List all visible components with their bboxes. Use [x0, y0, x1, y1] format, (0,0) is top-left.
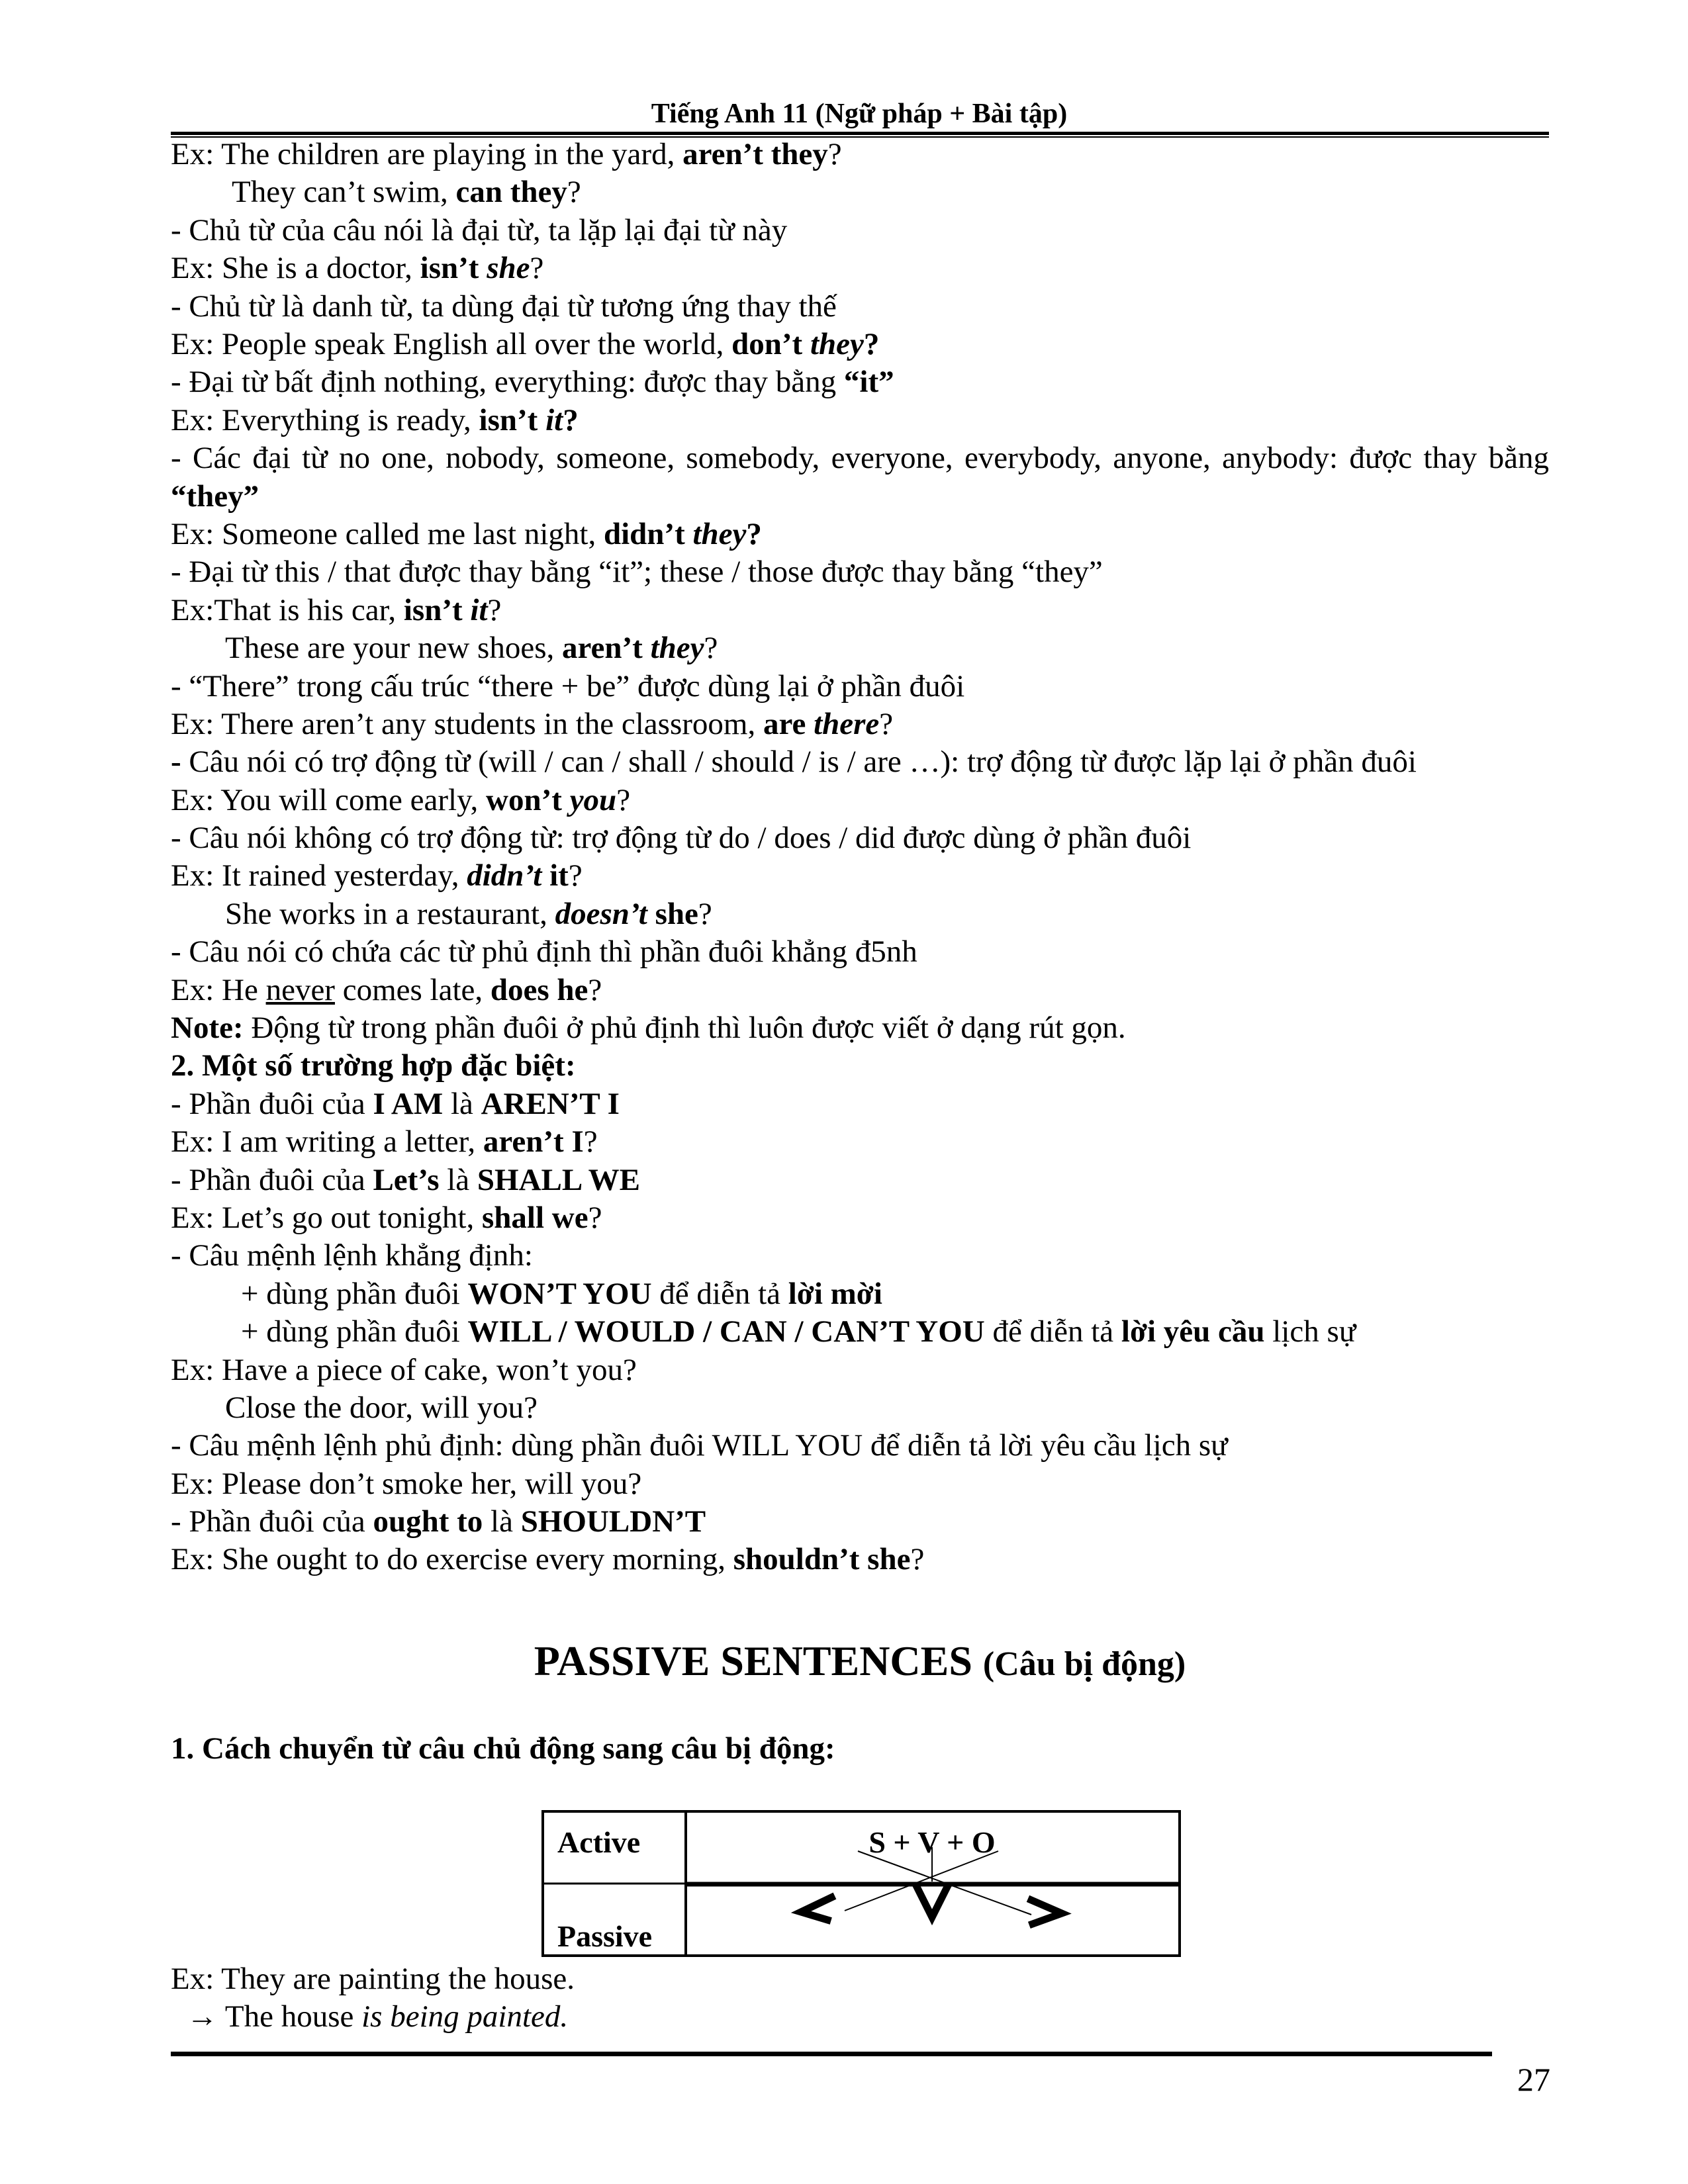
text-segment: + dùng phần đuôi	[241, 1314, 468, 1349]
text-segment	[541, 858, 549, 893]
text-line	[171, 363, 1549, 401]
text-segment: They can’t swim,	[232, 175, 456, 210]
text-segment: can they	[455, 175, 567, 210]
text-line	[171, 402, 1549, 439]
text-segment: ?	[567, 175, 581, 210]
text-segment: + dùng phần đuôi	[241, 1276, 468, 1311]
text-line	[171, 782, 1549, 819]
text-segment: isn’t	[403, 592, 471, 627]
text-segment: → The house	[187, 1999, 362, 2034]
text-segment: để diễn tả	[984, 1314, 1121, 1349]
text-line	[171, 1161, 1549, 1199]
active-label: Active	[557, 1825, 641, 1859]
text-segment: “they”	[171, 478, 259, 514]
text-segment: Câu nói có trợ động từ (will / can / shall / should / is / are …): trợ động từ được lặp lại ở phần đuôi	[189, 745, 1417, 780]
text-line	[171, 895, 1549, 933]
text-segment: 2. Một số trường hợp đặc biệt:	[171, 1048, 576, 1083]
active-passive-table	[541, 1810, 1181, 1957]
text-line	[171, 1047, 1549, 1085]
text-segment: don’t	[731, 326, 810, 361]
text-segment: they	[650, 631, 704, 666]
text-segment: These are your new shoes,	[225, 631, 562, 666]
text-segment: it	[470, 592, 488, 627]
text-segment: là	[439, 1162, 477, 1197]
text-segment: Ex: He	[171, 972, 266, 1007]
text-line	[171, 1199, 1549, 1237]
text-segment: ?	[616, 782, 631, 817]
text-segment: - “There” trong cấu trúc “there + be” được dùng lại ở phần đuôi	[171, 668, 965, 704]
text-segment: lời mời	[788, 1276, 882, 1311]
text-line	[171, 819, 1549, 857]
text-segment: she	[655, 896, 698, 931]
text-segment: để diễn tả	[651, 1276, 788, 1311]
text-segment: you	[569, 782, 617, 817]
text-line	[171, 705, 1549, 743]
text-line	[171, 212, 1549, 250]
text-line	[171, 1351, 1549, 1389]
text-segment: AREN’T I	[481, 1086, 620, 1121]
text-line	[171, 1427, 1549, 1465]
text-segment: - Các đại từ no one, nobody, someone, somebody, everyone, everybody, anyone, anybody: được thay bằng	[171, 441, 1549, 476]
text-segment: I AM	[373, 1086, 444, 1121]
text-segment: Ex: Please don’t smoke her, will you?	[171, 1466, 642, 1501]
text-segment: là	[483, 1504, 521, 1539]
text-line	[171, 516, 1549, 553]
text-line	[171, 1541, 1549, 1578]
formula-text: S + V + O	[868, 1825, 996, 1859]
text-segment: - Câu mệnh lệnh khẳng định:	[171, 1238, 533, 1273]
text-segment: - Đại từ bất định nothing, everything: được thay bằng	[171, 365, 844, 400]
text-line	[171, 1389, 1549, 1427]
text-line	[171, 592, 1549, 629]
text-line	[171, 173, 1549, 211]
text-line	[171, 326, 1549, 363]
text-segment: ?	[588, 972, 602, 1007]
text-segment: Ex:That is his car,	[171, 592, 404, 627]
text-segment: won’t	[486, 782, 570, 817]
text-segment: - Câu nói có chứa các từ phủ định thì phần đuôi khẳng đ5nh	[171, 934, 917, 970]
text-line	[171, 288, 1549, 326]
text-line	[171, 1085, 1549, 1123]
text-segment: SHOULDN’T	[520, 1504, 706, 1539]
text-segment: are	[763, 706, 814, 741]
text-line	[171, 743, 1549, 781]
text-segment: lịch sự	[1264, 1314, 1356, 1349]
text-segment: ?	[487, 592, 502, 627]
text-segment: SHALL WE	[477, 1162, 640, 1197]
text-segment: ?	[588, 1200, 602, 1235]
text-segment: Ex: I am writing a letter,	[171, 1124, 483, 1160]
passive-title-subtitle: (Câu bị động)	[982, 1645, 1186, 1683]
arrowhead-right	[1031, 1900, 1062, 1924]
text-line	[171, 136, 1549, 173]
page-header: Tiếng Anh 11 (Ngữ pháp + Bài tập)	[651, 99, 1068, 129]
text-segment: - Chủ từ là danh từ, ta dùng đại từ tương ứng thay thế	[171, 289, 837, 324]
text-segment: - Đại từ this / that được thay bằng “it”; these / those được thay bằng “they”	[171, 555, 1103, 590]
text-segment: WON’T YOU	[467, 1276, 652, 1311]
passive-examples	[171, 1960, 575, 2036]
text-segment: it	[549, 858, 569, 893]
text-line	[171, 250, 1549, 287]
text-segment: lời yêu cầu	[1121, 1314, 1265, 1349]
text-segment: ?	[563, 402, 579, 437]
text-segment: - Phần đuôi của	[171, 1504, 373, 1539]
text-segment: Ex: The children are playing in the yard,	[171, 137, 683, 171]
text-segment: Ex: They are painting the house.	[171, 1962, 575, 1996]
text-segment: “it”	[843, 365, 894, 400]
text-line	[171, 1313, 1549, 1351]
passive-sentences-heading	[171, 1635, 1549, 1691]
text-line	[171, 1009, 1549, 1047]
text-segment: Note:	[171, 1011, 244, 1046]
text-segment: ?	[863, 326, 880, 361]
text-segment: is being painted.	[361, 1999, 569, 2034]
passive-label: Passive	[557, 1919, 653, 1953]
text-segment: Ex: Let’s go out tonight,	[171, 1200, 482, 1235]
text-segment: shouldn’t she	[733, 1542, 911, 1577]
text-line	[171, 857, 1549, 895]
text-segment: Ex: It rained yesterday,	[171, 858, 467, 893]
text-segment	[647, 897, 655, 931]
text-line	[171, 439, 1549, 516]
text-segment: ?	[827, 137, 842, 171]
text-line	[171, 1503, 1549, 1541]
text-segment: WILL / WOULD / CAN / CAN’T YOU	[467, 1314, 985, 1349]
text-segment: they	[810, 326, 864, 361]
text-line	[171, 1275, 1549, 1313]
text-segment: Close the door, will you?	[225, 1390, 538, 1425]
text-segment: Ex: Everything is ready,	[171, 402, 479, 437]
text-segment: comes late,	[334, 972, 491, 1007]
text-segment: - Phần đuôi của	[171, 1162, 373, 1197]
text-line	[171, 668, 1549, 705]
text-segment: doesn’t	[555, 896, 647, 931]
text-line	[171, 1465, 1549, 1503]
text-line	[171, 1960, 575, 1998]
text-segment: ?	[879, 706, 894, 741]
text-segment: didn’t	[603, 516, 693, 551]
text-segment: never	[265, 972, 335, 1007]
text-segment: Ex: You will come early,	[171, 782, 487, 817]
text-line	[171, 933, 1549, 971]
text-segment: Ex: Have a piece of cake, won’t you?	[171, 1352, 637, 1387]
page-number: 27	[1517, 2061, 1550, 2098]
text-segment: isn’t	[479, 402, 546, 437]
text-line	[171, 553, 1549, 591]
text-segment: Ex: She is a doctor,	[171, 251, 420, 286]
tag-question-rules	[171, 136, 1549, 1579]
text-segment: ought to	[373, 1504, 483, 1539]
text-segment: does he	[490, 972, 588, 1007]
text-segment: isn’t	[420, 251, 487, 286]
section-1-heading: 1. Cách chuyển từ câu chủ động sang câu bị động:	[171, 1731, 835, 1766]
text-segment: ?	[746, 516, 762, 551]
text-segment: ?	[530, 251, 544, 286]
text-segment: there	[814, 706, 880, 741]
text-segment: Ex: She ought to do exercise every morning,	[171, 1542, 733, 1577]
text-segment: Let’s	[373, 1162, 440, 1197]
text-segment: ?	[910, 1542, 925, 1577]
text-segment: - Câu nói không có trợ động từ: trợ động từ do / does / did được dùng ở phần đuôi	[171, 821, 1192, 856]
text-segment: -	[171, 745, 189, 780]
text-segment: aren’t	[562, 631, 651, 666]
text-segment: Ex: People speak English all over the world,	[171, 326, 732, 361]
text-segment: là	[443, 1086, 481, 1121]
text-segment: She works in a restaurant,	[225, 896, 555, 931]
text-segment: they	[692, 516, 747, 551]
passive-title-main: PASSIVE SENTENCES	[534, 1637, 972, 1684]
text-segment: shall we	[481, 1200, 588, 1235]
text-segment: ?	[583, 1124, 598, 1160]
footer-rule	[171, 2052, 1492, 2056]
arrowhead-left	[801, 1897, 831, 1920]
text-line	[171, 629, 1549, 667]
text-segment: she	[487, 251, 530, 286]
text-line	[171, 1998, 575, 2036]
text-segment: aren’t they	[682, 137, 828, 171]
text-segment: it	[545, 402, 563, 437]
text-segment: Ex: Someone called me last night,	[171, 516, 604, 551]
text-segment: Ex: There aren’t any students in the classroom,	[171, 706, 763, 741]
text-line	[171, 972, 1549, 1009]
arrowhead-down	[917, 1888, 947, 1917]
text-segment: - Câu mệnh lệnh phủ định: dùng phần đuôi WILL YOU để diễn tả lời yêu cầu lịch sự	[171, 1428, 1228, 1463]
text-segment: aren’t I	[483, 1124, 584, 1160]
text-segment: ?	[568, 858, 583, 893]
text-segment: - Phần đuôi của	[171, 1086, 373, 1121]
text-segment: ?	[698, 896, 712, 931]
text-segment: didn’t	[467, 858, 542, 893]
text-segment: - Chủ từ của câu nói là đại từ, ta lặp lại đại từ này	[171, 212, 788, 248]
text-line	[171, 1237, 1549, 1275]
text-segment: ?	[704, 631, 718, 666]
text-segment: Động từ trong phần đuôi ở phủ định thì luôn được viết ở dạng rút gọn.	[243, 1011, 1126, 1046]
text-line	[171, 1123, 1549, 1161]
